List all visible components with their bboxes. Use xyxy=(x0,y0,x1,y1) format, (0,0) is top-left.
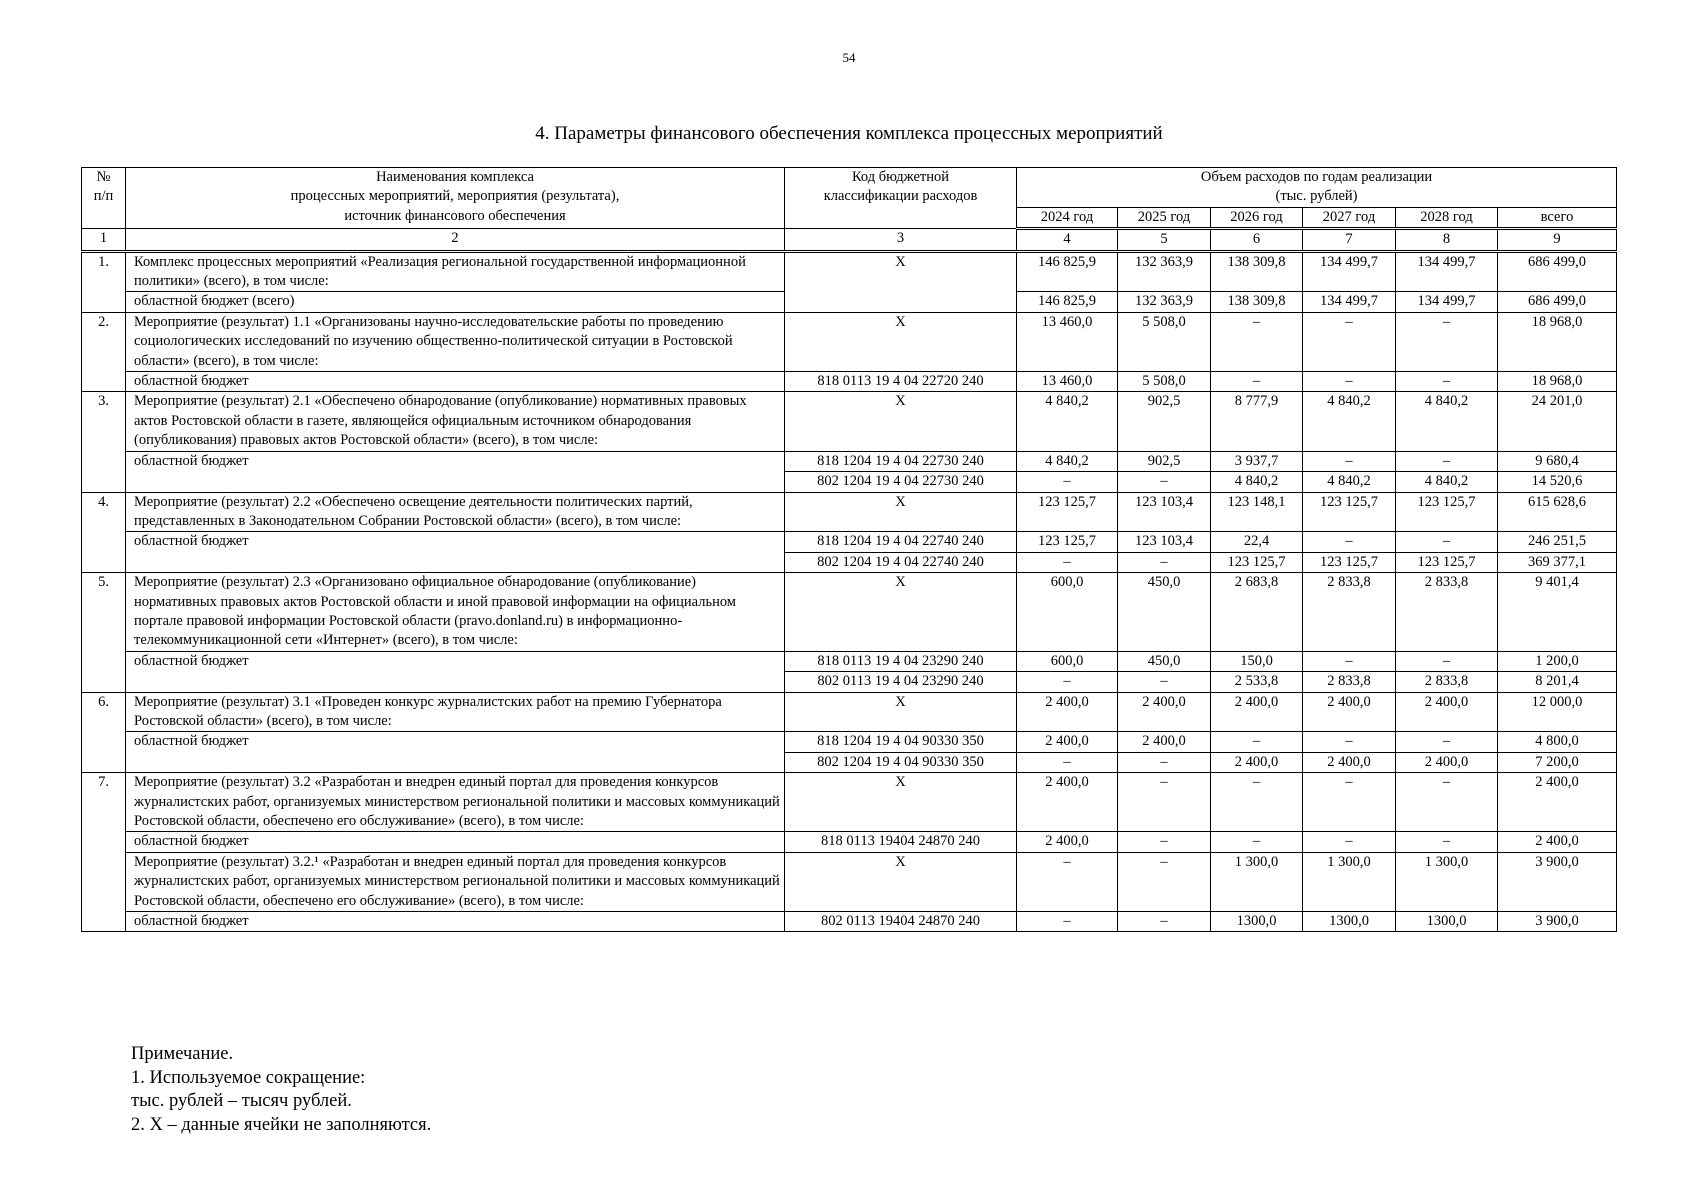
row-value: – xyxy=(1303,732,1396,752)
row-code: 802 1204 19 4 04 22740 240 xyxy=(785,552,1017,572)
row-code: Х xyxy=(785,392,1017,451)
row-code: Х xyxy=(785,773,1017,832)
row-name: областной бюджет xyxy=(126,532,785,573)
row-value: 2 833,8 xyxy=(1303,672,1396,692)
header-name-line: Наименования комплекса xyxy=(376,169,534,185)
table-row xyxy=(82,532,1617,552)
row-value: 123 125,7 xyxy=(1303,552,1396,572)
row-total: 9 680,4 xyxy=(1498,451,1617,471)
row-value: 2 400,0 xyxy=(1118,732,1211,752)
row-name: Мероприятие (результат) 3.2.¹ «Разработан и внедрен единый портал для проведения конкурсов журналистских работ, организуемых министерством региональной политики и массовых коммуникаций Ростовской области, обеспечено его обслуживание» (всего), в том числе: xyxy=(126,852,785,911)
column-number: 2 xyxy=(126,229,785,251)
header-volume-line: (тыс. рублей) xyxy=(1275,188,1358,205)
financing-table xyxy=(81,167,1617,932)
note-item: тыс. рублей – тысяч рублей. xyxy=(131,1091,352,1111)
row-total: 686 499,0 xyxy=(1498,251,1617,292)
row-value: 13 460,0 xyxy=(1017,312,1118,371)
header-year: 2025 год xyxy=(1118,207,1211,228)
row-value: 123 125,7 xyxy=(1211,552,1303,572)
table-row xyxy=(82,773,1617,832)
row-total: 24 201,0 xyxy=(1498,392,1617,451)
row-value: 4 840,2 xyxy=(1303,472,1396,492)
row-total: 9 401,4 xyxy=(1498,573,1617,652)
row-code: 818 1204 19 4 04 22740 240 xyxy=(785,532,1017,552)
header-volume xyxy=(1017,168,1617,208)
row-total: 7 200,0 xyxy=(1498,752,1617,772)
row-code: Х xyxy=(785,251,1017,312)
column-number: 6 xyxy=(1211,229,1303,251)
notes-heading: Примечание. xyxy=(131,1044,234,1064)
row-value: – xyxy=(1118,752,1211,772)
row-code: Х xyxy=(785,692,1017,732)
header-name-line: источник финансового обеспечения xyxy=(344,207,566,224)
table-row xyxy=(82,832,1617,852)
row-value: 2 683,8 xyxy=(1211,573,1303,652)
row-value: 1 300,0 xyxy=(1303,852,1396,911)
row-value: 123 125,7 xyxy=(1017,532,1118,552)
row-name: Мероприятие (результат) 2.1 «Обеспечено обнародование (опубликование) нормативных правовых актов Ростовской области в газете, являющейся официальным источником обнародования (опубликования) правовых актов Ростовской области» (всего), в том числе: xyxy=(126,392,785,451)
row-name: Мероприятие (результат) 3.1 «Проведен конкурс журналистских работ на премию Губернатора Ростовской области» (всего), в том числе: xyxy=(126,692,785,732)
header-name xyxy=(126,168,785,229)
row-value: – xyxy=(1211,732,1303,752)
row-value: 8 777,9 xyxy=(1211,392,1303,451)
row-number: 5. xyxy=(82,573,126,692)
row-value: 902,5 xyxy=(1118,451,1211,471)
row-value: 600,0 xyxy=(1017,651,1118,671)
row-value: – xyxy=(1396,451,1498,471)
table-row xyxy=(82,451,1617,471)
row-value: – xyxy=(1017,472,1118,492)
row-value: 2 400,0 xyxy=(1396,752,1498,772)
row-value: – xyxy=(1303,312,1396,371)
row-code: Х xyxy=(785,492,1017,532)
table-row xyxy=(82,492,1617,532)
row-value: – xyxy=(1211,773,1303,832)
row-value: 2 400,0 xyxy=(1017,692,1118,732)
row-value: – xyxy=(1303,832,1396,852)
row-value: 2 833,8 xyxy=(1303,573,1396,652)
row-value: 2 533,8 xyxy=(1211,672,1303,692)
row-number: 4. xyxy=(82,492,126,573)
note-item: 1. Используемое сокращение: xyxy=(131,1067,366,1088)
row-value: 134 499,7 xyxy=(1396,251,1498,292)
table-row xyxy=(82,573,1617,652)
header-code-line: Код бюджетной xyxy=(851,169,949,185)
row-value: 2 400,0 xyxy=(1118,692,1211,732)
row-code: 818 0113 19404 24870 240 xyxy=(785,832,1017,852)
row-total: 3 900,0 xyxy=(1498,912,1617,932)
row-total: 615 628,6 xyxy=(1498,492,1617,532)
header-year: 2026 год xyxy=(1211,207,1303,228)
header-year: 2027 год xyxy=(1303,207,1396,228)
notes-block xyxy=(131,1043,431,1137)
header-volume-line: Объем расходов по годам реализации xyxy=(1200,169,1433,185)
row-number: 3. xyxy=(82,392,126,492)
row-name: областной бюджет xyxy=(126,732,785,773)
row-value: – xyxy=(1303,532,1396,552)
row-value: 3 937,7 xyxy=(1211,451,1303,471)
row-value: 2 400,0 xyxy=(1396,692,1498,732)
row-value: 4 840,2 xyxy=(1017,451,1118,471)
table-row xyxy=(82,392,1617,451)
header-total: всего xyxy=(1498,207,1617,228)
row-value: 1 300,0 xyxy=(1211,852,1303,911)
table-row xyxy=(82,372,1617,392)
row-value: – xyxy=(1118,852,1211,911)
row-value: 450,0 xyxy=(1118,573,1211,652)
row-value: 1300,0 xyxy=(1396,912,1498,932)
row-value: 134 499,7 xyxy=(1303,251,1396,292)
row-value: – xyxy=(1303,372,1396,392)
row-total: 2 400,0 xyxy=(1498,773,1617,832)
row-value: 123 148,1 xyxy=(1211,492,1303,532)
row-value: 2 400,0 xyxy=(1211,692,1303,732)
column-number: 1 xyxy=(82,229,126,251)
row-value: – xyxy=(1396,773,1498,832)
row-total: 1 200,0 xyxy=(1498,651,1617,671)
row-name: Мероприятие (результат) 1.1 «Организованы научно-исследовательские работы по проведению социологических исследований по изучению общественно-политической ситуации в Ростовской области» (всего), в том числе: xyxy=(126,312,785,371)
row-value: – xyxy=(1396,832,1498,852)
row-value: 123 125,7 xyxy=(1303,492,1396,532)
row-total: 18 968,0 xyxy=(1498,312,1617,371)
row-total: 686 499,0 xyxy=(1498,292,1617,312)
page-number: 54 xyxy=(842,50,856,65)
row-total: 12 000,0 xyxy=(1498,692,1617,732)
row-value: – xyxy=(1303,773,1396,832)
row-code: 818 1204 19 4 04 22730 240 xyxy=(785,451,1017,471)
header-num xyxy=(82,168,126,229)
row-value: – xyxy=(1396,732,1498,752)
row-number: 1. xyxy=(82,251,126,312)
row-value: 2 400,0 xyxy=(1017,732,1118,752)
header-num-line: № xyxy=(96,169,111,185)
row-value: – xyxy=(1118,552,1211,572)
row-code: 802 1204 19 4 04 22730 240 xyxy=(785,472,1017,492)
row-value: – xyxy=(1118,672,1211,692)
row-value: 138 309,8 xyxy=(1211,292,1303,312)
column-number-row xyxy=(82,229,1617,251)
row-code: 802 0113 19 4 04 23290 240 xyxy=(785,672,1017,692)
row-value: 4 840,2 xyxy=(1396,472,1498,492)
row-value: 22,4 xyxy=(1211,532,1303,552)
row-code: 818 1204 19 4 04 90330 350 xyxy=(785,732,1017,752)
row-value: 134 499,7 xyxy=(1303,292,1396,312)
header-num-line: п/п xyxy=(93,188,114,205)
row-value: 2 833,8 xyxy=(1396,573,1498,652)
row-name: областной бюджет (всего) xyxy=(126,292,785,312)
row-value: 5 508,0 xyxy=(1118,312,1211,371)
row-total: 369 377,1 xyxy=(1498,552,1617,572)
row-value: 902,5 xyxy=(1118,392,1211,451)
table-row xyxy=(82,312,1617,371)
row-value: 2 400,0 xyxy=(1303,752,1396,772)
header-name-line: процессных мероприятий, мероприятия (результата), xyxy=(290,188,620,205)
row-value: 123 125,7 xyxy=(1017,492,1118,532)
table-row xyxy=(82,732,1617,752)
row-value: 138 309,8 xyxy=(1211,251,1303,292)
row-value: – xyxy=(1118,472,1211,492)
row-value: – xyxy=(1396,532,1498,552)
row-code: 818 0113 19 4 04 22720 240 xyxy=(785,372,1017,392)
row-value: – xyxy=(1211,312,1303,371)
header-code xyxy=(785,168,1017,229)
row-number: 7. xyxy=(82,773,126,932)
row-value: 13 460,0 xyxy=(1017,372,1118,392)
row-name: Мероприятие (результат) 3.2 «Разработан и внедрен единый портал для проведения конкурсов журналистских работ, организуемых министерством региональной политики и массовых коммуникаций Ростовской области, обеспечено его обслуживание» (всего), в том числе: xyxy=(126,773,785,832)
row-value: 123 125,7 xyxy=(1396,552,1498,572)
column-number: 4 xyxy=(1017,229,1118,251)
row-value: 132 363,9 xyxy=(1118,292,1211,312)
row-total: 3 900,0 xyxy=(1498,852,1617,911)
row-value: 146 825,9 xyxy=(1017,292,1118,312)
row-total: 14 520,6 xyxy=(1498,472,1617,492)
row-name: Мероприятие (результат) 2.3 «Организовано официальное обнародование (опубликование) нормативных правовых актов Ростовской области и иной правовой информации на официальном портале правовой информации Ростовской области (pravo.donland.ru) в информационно-телекоммуникационной сети «Интернет» (всего), в том числе: xyxy=(126,573,785,652)
document-title: 4. Параметры финансового обеспечения комплекса процессных мероприятий xyxy=(535,123,1163,144)
row-value: 134 499,7 xyxy=(1396,292,1498,312)
row-total: 2 400,0 xyxy=(1498,832,1617,852)
row-value: – xyxy=(1303,651,1396,671)
row-value: – xyxy=(1017,752,1118,772)
row-value: – xyxy=(1118,912,1211,932)
row-value: 450,0 xyxy=(1118,651,1211,671)
header-year: 2024 год xyxy=(1017,207,1118,228)
row-code: 802 1204 19 4 04 90330 350 xyxy=(785,752,1017,772)
row-value: – xyxy=(1396,372,1498,392)
row-code: 818 0113 19 4 04 23290 240 xyxy=(785,651,1017,671)
header-year: 2028 год xyxy=(1396,207,1498,228)
row-value: 1300,0 xyxy=(1303,912,1396,932)
row-value: – xyxy=(1118,773,1211,832)
row-name: областной бюджет xyxy=(126,451,785,492)
row-value: 146 825,9 xyxy=(1017,251,1118,292)
header-code-line: классификации расходов xyxy=(823,188,978,205)
row-value: 1300,0 xyxy=(1211,912,1303,932)
table-row xyxy=(82,251,1617,292)
row-value: – xyxy=(1017,672,1118,692)
row-number: 2. xyxy=(82,312,126,392)
row-value: 4 840,2 xyxy=(1303,392,1396,451)
row-value: – xyxy=(1211,372,1303,392)
row-value: 123 103,4 xyxy=(1118,492,1211,532)
row-value: – xyxy=(1017,552,1118,572)
row-value: 2 400,0 xyxy=(1017,773,1118,832)
header-row xyxy=(82,168,1617,208)
row-name: областной бюджет xyxy=(126,651,785,692)
row-value: – xyxy=(1303,451,1396,471)
column-number: 3 xyxy=(785,229,1017,251)
row-value: 4 840,2 xyxy=(1017,392,1118,451)
row-code: 802 0113 19404 24870 240 xyxy=(785,912,1017,932)
table-row xyxy=(82,852,1617,911)
row-value: – xyxy=(1396,651,1498,671)
row-value: – xyxy=(1211,832,1303,852)
row-value: 4 840,2 xyxy=(1396,392,1498,451)
row-value: – xyxy=(1118,832,1211,852)
row-value: – xyxy=(1017,912,1118,932)
column-number: 5 xyxy=(1118,229,1211,251)
table-row xyxy=(82,692,1617,732)
row-value: – xyxy=(1017,852,1118,911)
row-value: 132 363,9 xyxy=(1118,251,1211,292)
row-value: 5 508,0 xyxy=(1118,372,1211,392)
row-code: Х xyxy=(785,852,1017,911)
row-total: 18 968,0 xyxy=(1498,372,1617,392)
table-row xyxy=(82,912,1617,932)
row-value: 123 103,4 xyxy=(1118,532,1211,552)
row-value: 600,0 xyxy=(1017,573,1118,652)
column-number: 7 xyxy=(1303,229,1396,251)
column-number: 8 xyxy=(1396,229,1498,251)
row-name: областной бюджет xyxy=(126,912,785,932)
note-item: 2. Х – данные ячейки не заполняются. xyxy=(131,1114,432,1135)
row-value: 4 840,2 xyxy=(1211,472,1303,492)
column-number: 9 xyxy=(1498,229,1617,251)
row-value: 2 400,0 xyxy=(1017,832,1118,852)
row-value: 2 400,0 xyxy=(1303,692,1396,732)
row-total: 4 800,0 xyxy=(1498,732,1617,752)
row-code: Х xyxy=(785,312,1017,371)
row-code: Х xyxy=(785,573,1017,652)
row-name: Комплекс процессных мероприятий «Реализация региональной государственной информационной политики» (всего), в том числе: xyxy=(126,251,785,292)
row-value: 1 300,0 xyxy=(1396,852,1498,911)
row-value: 150,0 xyxy=(1211,651,1303,671)
row-value: 2 400,0 xyxy=(1211,752,1303,772)
table-row xyxy=(82,651,1617,671)
row-value: – xyxy=(1396,312,1498,371)
row-value: 2 833,8 xyxy=(1396,672,1498,692)
row-value: 123 125,7 xyxy=(1396,492,1498,532)
row-name: областной бюджет xyxy=(126,372,785,392)
row-total: 8 201,4 xyxy=(1498,672,1617,692)
row-name: областной бюджет xyxy=(126,832,785,852)
row-number: 6. xyxy=(82,692,126,773)
row-name: Мероприятие (результат) 2.2 «Обеспечено освещение деятельности политических партий, представленных в Законодательном Собрании Ростовской области» (всего), в том числе: xyxy=(126,492,785,532)
row-total: 246 251,5 xyxy=(1498,532,1617,552)
